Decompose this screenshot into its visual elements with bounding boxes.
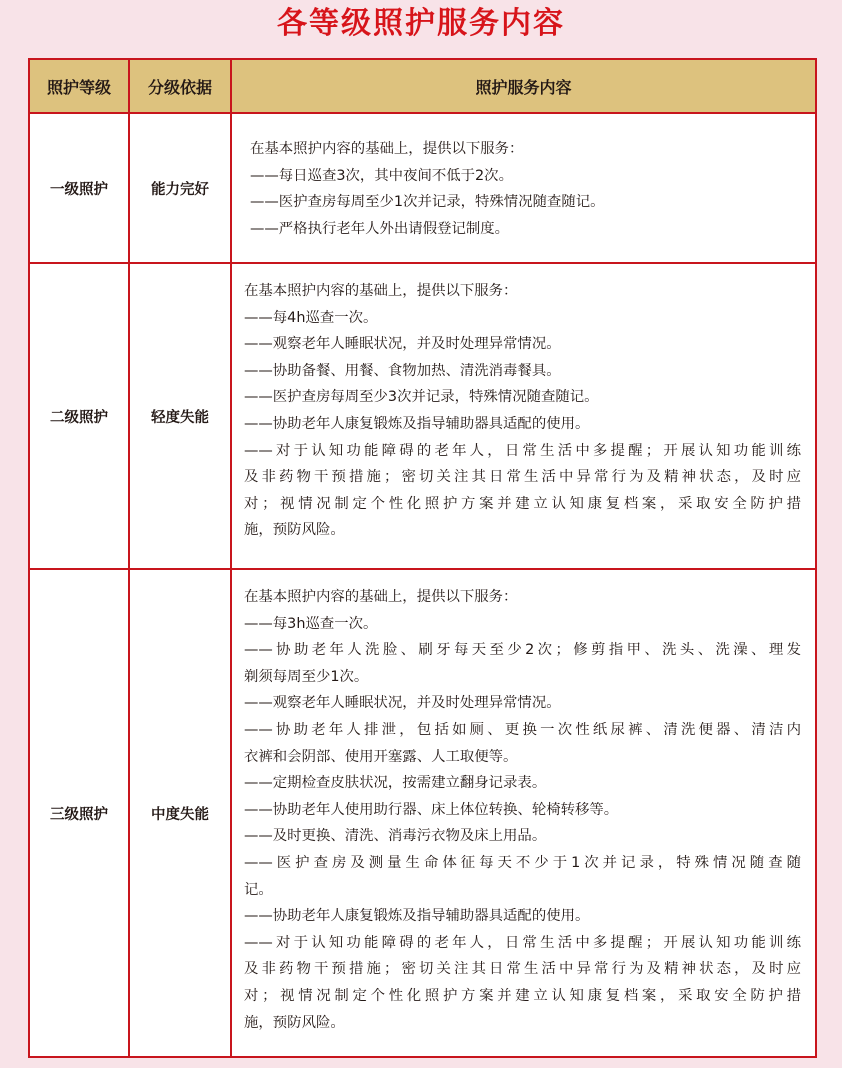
row-basis: 轻度失能	[129, 263, 231, 569]
content-line: 对；视情况制定个性化照护方案并建立认知康复档案，采取安全防护措	[244, 495, 801, 512]
care-level-table	[28, 58, 817, 1058]
header-service-content: 照护服务内容	[231, 59, 816, 113]
row-care-level: 二级照护	[29, 263, 129, 569]
content-line: 在基本照护内容的基础上，提供以下服务：	[244, 283, 518, 299]
content-line: ——协助老年人康复锻炼及指导辅助器具适配的使用。	[244, 415, 590, 432]
content-line: ——协助老年人洗脸、刷牙每天至少2次；修剪指甲、洗头、洗澡、理发	[244, 642, 801, 659]
header-basis: 分级依据	[129, 59, 231, 113]
content-line: ——协助备餐、用餐、食物加热、清洗消毒餐具。	[244, 362, 561, 379]
table-row	[29, 569, 816, 1057]
content-line: 在基本照护内容的基础上，提供以下服务：	[244, 589, 518, 605]
row-service-content	[231, 263, 816, 569]
content-line: 及非药物干预措施；密切关注其日常生活中异常行为及精神状态，及时应	[244, 961, 801, 978]
content-line: 剃须每周至少1次。	[244, 668, 369, 685]
content-line: ——每日巡查3次，其中夜间不低于2次。	[250, 167, 513, 184]
content-line: ——协助老年人康复锻炼及指导辅助器具适配的使用。	[244, 908, 590, 925]
content-line: ——对于认知功能障碍的老年人，日常生活中多提醒；开展认知功能训练	[244, 442, 801, 459]
content-line: 对；视情况制定个性化照护方案并建立认知康复档案，采取安全防护措	[244, 987, 801, 1004]
content-line: ——协助老年人使用助行器、床上体位转换、轮椅转移等。	[244, 801, 619, 818]
row-basis: 中度失能	[129, 569, 231, 1057]
content-line: 及非药物干预措施；密切关注其日常生活中异常行为及精神状态，及时应	[244, 469, 801, 486]
content-line: ——观察老年人睡眠状况，并及时处理异常情况。	[244, 336, 561, 353]
content-line: ——及时更换、清洗、消毒污衣物及床上用品。	[244, 828, 547, 845]
row-care-level: 三级照护	[29, 569, 129, 1057]
content-line: ——每4h巡查一次。	[244, 309, 378, 326]
row-service-content	[231, 569, 816, 1057]
content-line: 施，预防风险。	[244, 1014, 345, 1031]
header-care-level: 照护等级	[29, 59, 129, 113]
page-title: 各等级照护服务内容	[277, 6, 565, 41]
content-line: ——观察老年人睡眠状况，并及时处理异常情况。	[244, 695, 561, 712]
content-line: ——定期检查皮肤状况，按需建立翻身记录表。	[244, 775, 547, 792]
content-line: 施，预防风险。	[244, 522, 345, 539]
table-row	[29, 113, 816, 263]
content-line: 在基本照护内容的基础上，提供以下服务：	[250, 141, 524, 157]
table-header-row	[29, 59, 816, 113]
content-line: 衣裤和会阴部、使用开塞露、人工取便等。	[244, 748, 518, 765]
content-line: ——对于认知功能障碍的老年人，日常生活中多提醒；开展认知功能训练	[244, 934, 801, 951]
content-line: ——医护查房每周至少1次并记录，特殊情况随查随记。	[250, 194, 605, 211]
table-row	[29, 263, 816, 569]
row-care-level: 一级照护	[29, 113, 129, 263]
content-line: ——每3h巡查一次。	[244, 615, 378, 632]
content-line: ——协助老年人排泄，包括如厕、更换一次性纸尿裤、清洗便器、清洁内	[244, 721, 801, 738]
row-basis: 能力完好	[129, 113, 231, 263]
content-line: ——医护查房及测量生命体征每天不少于1次并记录，特殊情况随查随	[244, 854, 801, 871]
content-line: 记。	[244, 881, 273, 898]
row-service-content	[231, 113, 816, 263]
content-line: ——医护查房每周至少3次并记录，特殊情况随查随记。	[244, 389, 599, 406]
content-line: ——严格执行老年人外出请假登记制度。	[250, 220, 510, 237]
